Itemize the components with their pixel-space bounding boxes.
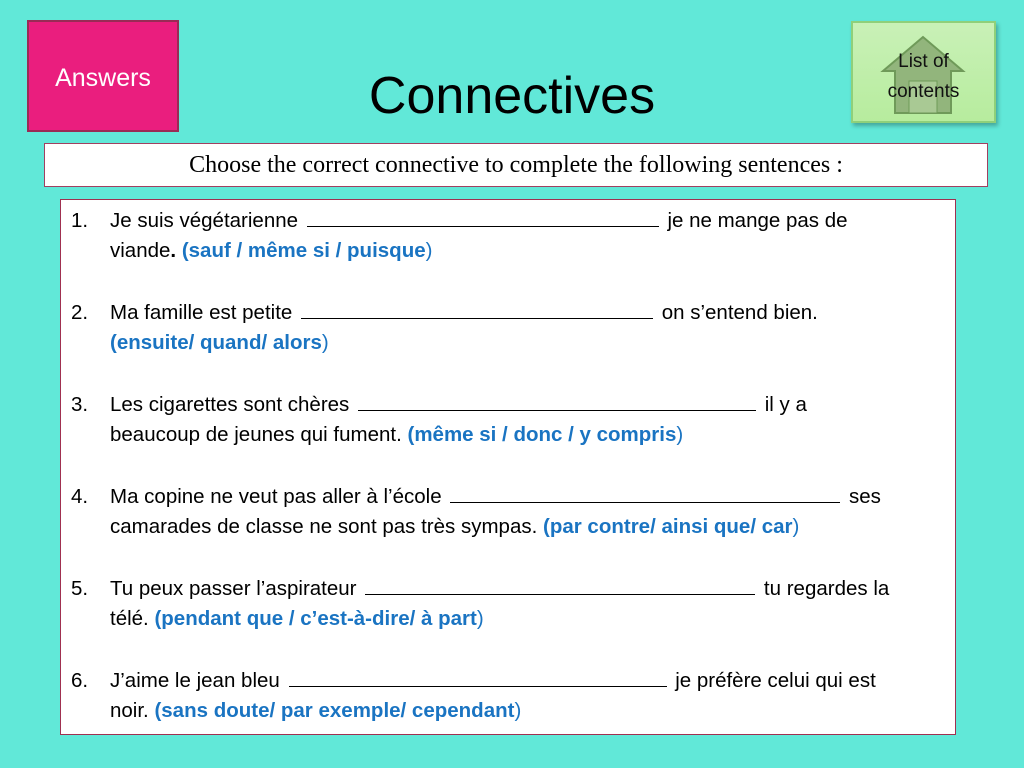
answer-blank-6[interactable] xyxy=(289,667,667,687)
exercise-item-2: 2. Ma famille est petite on s’entend bien. (ensuite/ quand/ alors) xyxy=(71,301,818,354)
connective-options-1: sauf / même si / puisque xyxy=(188,239,426,262)
connective-options-2: ensuite/ quand/ alors xyxy=(116,331,322,354)
answer-blank-5[interactable] xyxy=(365,575,755,595)
connective-options-6: sans doute/ par exemple/ cependant xyxy=(161,699,515,722)
connective-options-5: pendant que / c’est-à-dire/ à part xyxy=(161,607,477,630)
exercise-item-6: 6. J’aime le jean bleu je préfère celui qui est noir. (sans doute/ par exemple/ cependant) xyxy=(71,669,876,722)
exercise-item-4: 4. Ma copine ne veut pas aller à l’école ses camarades de classe ne sont pas très sympas. (par contre/ ainsi que/ car) xyxy=(71,485,881,538)
instruction-text: Choose the correct connective to complete the following sentences : xyxy=(44,143,988,187)
connective-options-4: par contre/ ainsi que/ car xyxy=(549,515,793,538)
connective-options-3: même si / donc / y compris xyxy=(414,423,677,446)
list-of-contents-button[interactable] xyxy=(851,21,996,123)
exercise-item-3: 3. Les cigarettes sont chères il y a beaucoup de jeunes qui fument. (même si / donc / y compris) xyxy=(71,393,807,446)
list-of-contents-label: List of contents xyxy=(887,51,960,102)
page-title: Connectives xyxy=(368,67,656,125)
exercise-item-5: 5. Tu peux passer l’aspirateur tu regardes la télé. (pendant que / c’est-à-dire/ à part) xyxy=(71,577,890,630)
answer-blank-4[interactable] xyxy=(450,483,840,503)
exercise-item-1: 1. Je suis végétarienne je ne mange pas de viande. (sauf / même si / puisque) xyxy=(71,209,848,262)
answers-button[interactable]: Answers xyxy=(27,20,179,132)
exercise-box xyxy=(60,199,956,735)
answer-blank-1[interactable] xyxy=(307,207,659,227)
answer-blank-3[interactable] xyxy=(358,391,756,411)
answer-blank-2[interactable] xyxy=(301,299,653,319)
